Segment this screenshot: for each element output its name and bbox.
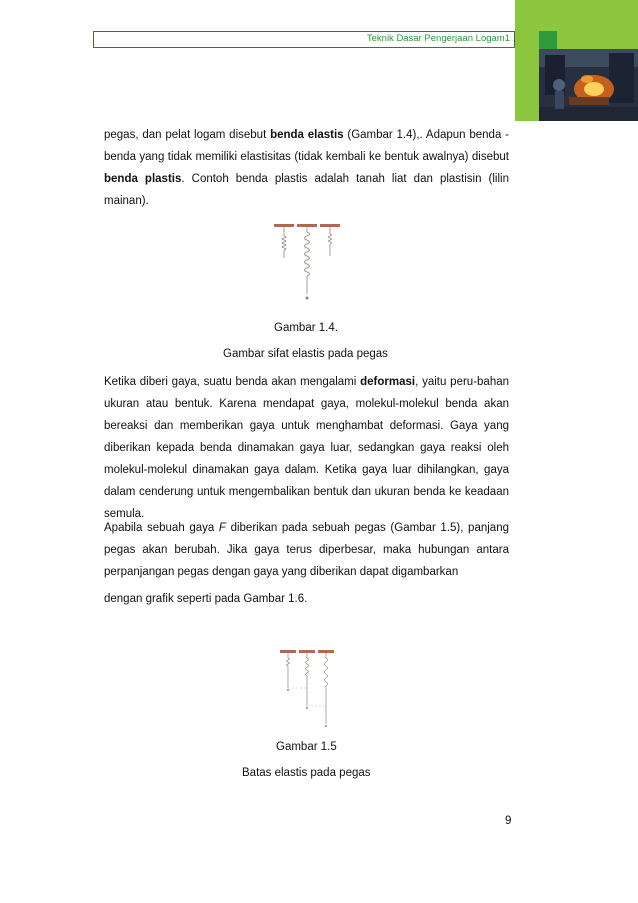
page-number: 9 [505,815,512,827]
paragraph-gaya-f [104,517,509,583]
paragraph-text: . Contoh benda plastis adalah tanah liat dan plastisin (lilin mainan). [104,173,509,207]
term-benda-elastis: benda elastis [270,129,344,141]
spring-elastic-limit-illustration [278,648,336,730]
running-header [93,31,515,48]
figure-1-5-caption: Batas elastis pada pegas [242,767,371,779]
paragraph-elastic-plastic [104,124,509,212]
paragraph-text: diberikan pada sebuah pegas (Gambar 1.5), panjang pegas akan berubah. Jika gaya terus diperbesar, maka hubungan antara perpanjangan pegas dengan gaya yang diberikan dapat digambarkan [104,522,509,578]
symbol-f: F [218,522,226,534]
figure-1-5-springs [278,648,336,730]
term-deformasi: deformasi [360,376,416,388]
paragraph-text: (Gambar 1.4),. Adapun benda -benda yang tidak memiliki elastisitas (tidak kembali ke bentuk awalnya) disebut [104,129,509,163]
term-benda-plastis: benda plastis [104,173,182,185]
figure-1-4-number: Gambar 1.4. [274,322,338,334]
paragraph-text: , yaitu peru-bahan ukuran atau bentuk. Karena mendapat gaya, molekul-molekul benda akan bereaksi dan memberikan gaya untuk menghambat deformasi. Gaya yang diberikan kepada benda dinamakan gaya luar, sedangkan gaya reaksi oleh molekul-molekul dinamakan gaya dalam. Ketika gaya luar dihilangkan, gaya dalam cenderung untuk mengembalikan bentuk dan ukuran benda ke keadaan semula. [104,376,510,520]
paragraph-text: Ketika diberi gaya, suatu benda akan mengalami [104,376,361,388]
header-photo [539,49,638,121]
figure-1-4-caption: Gambar sifat elastis pada pegas [223,348,388,360]
paragraph-text: pegas, dan pelat logam disebut [104,129,271,141]
spring-illustration [272,222,342,310]
figure-1-5-number: Gambar 1.5 [276,741,337,753]
foundry-photo-image [539,49,638,121]
header-title: Teknik Dasar Pengerjaan Logam1 [366,33,510,44]
figure-1-4-springs [272,222,342,310]
header-green-square [539,31,557,49]
paragraph-deformasi [104,371,509,525]
paragraph-grafik: dengan grafik seperti pada Gambar 1.6. [104,593,308,605]
paragraph-text: Apabila sebuah gaya [104,522,219,534]
